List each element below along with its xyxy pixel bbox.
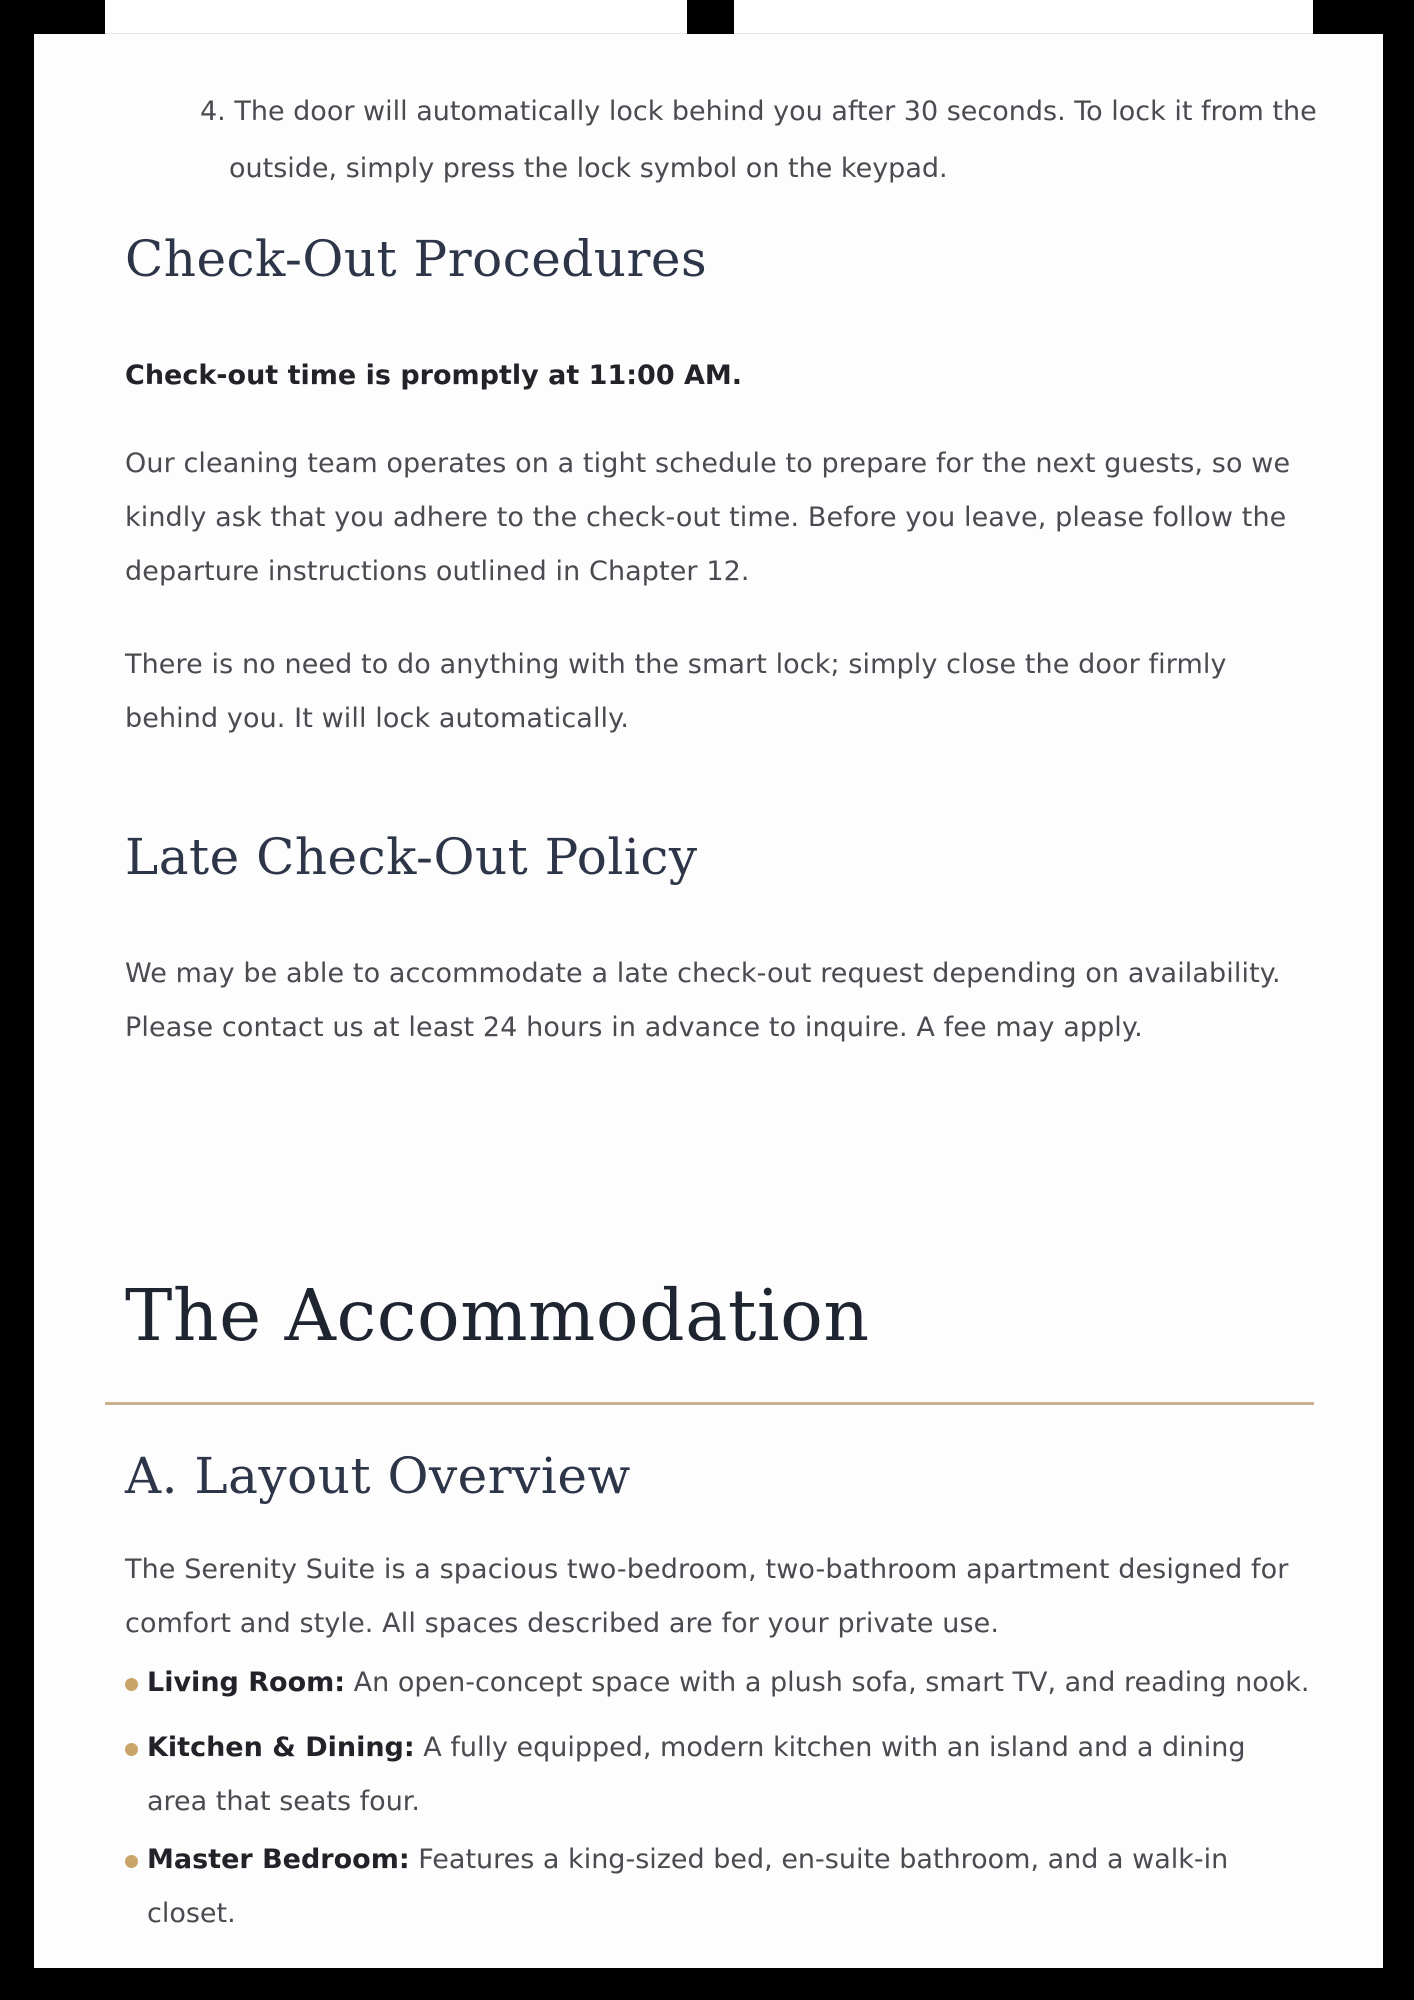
checkout-paragraph-1: Our cleaning team operates on a tight schedule to prepare for the next guests, so we kindly ask that you adhere to the check-out time. Before you leave, please follow the departure instructions outlined in Chapter 12.	[125, 448, 1291, 587]
room-description: A fully equipped, modern kitchen with an island and a dining area that seats four.	[147, 1732, 1246, 1817]
bullet-dot-icon	[125, 1678, 138, 1691]
checkout-time-note: Check-out time is promptly at 11:00 AM.	[125, 360, 743, 391]
previous-page-edge-left	[105, 0, 687, 34]
list-item-number: 4.	[200, 96, 226, 127]
layout-overview-heading: A. Layout Overview	[125, 1447, 631, 1505]
room-list-item	[147, 1721, 1277, 1829]
section-divider	[105, 1402, 1314, 1405]
numbered-list-item	[200, 83, 1379, 197]
room-label: Kitchen & Dining:	[147, 1732, 415, 1763]
previous-page-edge-right	[734, 0, 1313, 34]
accommodation-title: The Accommodation	[125, 1274, 870, 1357]
late-checkout-heading: Late Check-Out Policy	[125, 828, 698, 886]
late-checkout-paragraph: We may be able to accommodate a late check-out request depending on availability. Please contact us at least 24 hours in advance to inquire. A fee may apply.	[125, 958, 1281, 1043]
layout-intro-paragraph: The Serenity Suite is a spacious two-bedroom, two-bathroom apartment designed for comfort and style. All spaces described are for your private use.	[125, 1554, 1289, 1639]
list-item-text: The door will automatically lock behind you after 30 seconds. To lock it from the outside, simply press the lock symbol on the keypad.	[229, 96, 1317, 184]
room-label: Living Room:	[147, 1667, 346, 1698]
checkout-paragraph-2: There is no need to do anything with the smart lock; simply close the door firmly behind you. It will lock automatically.	[125, 649, 1227, 734]
document-page	[34, 34, 1383, 1968]
room-list-item	[147, 1833, 1277, 1941]
room-list-item	[147, 1656, 1327, 1710]
bullet-dot-icon	[125, 1743, 138, 1756]
room-description: An open-concept space with a plush sofa, smart TV, and reading nook.	[345, 1667, 1310, 1698]
room-description: Features a king-sized bed, en-suite bathroom, and a walk-in closet.	[147, 1844, 1229, 1929]
room-label: Master Bedroom:	[147, 1844, 410, 1875]
bullet-dot-icon	[125, 1855, 138, 1868]
checkout-heading: Check-Out Procedures	[125, 230, 708, 288]
